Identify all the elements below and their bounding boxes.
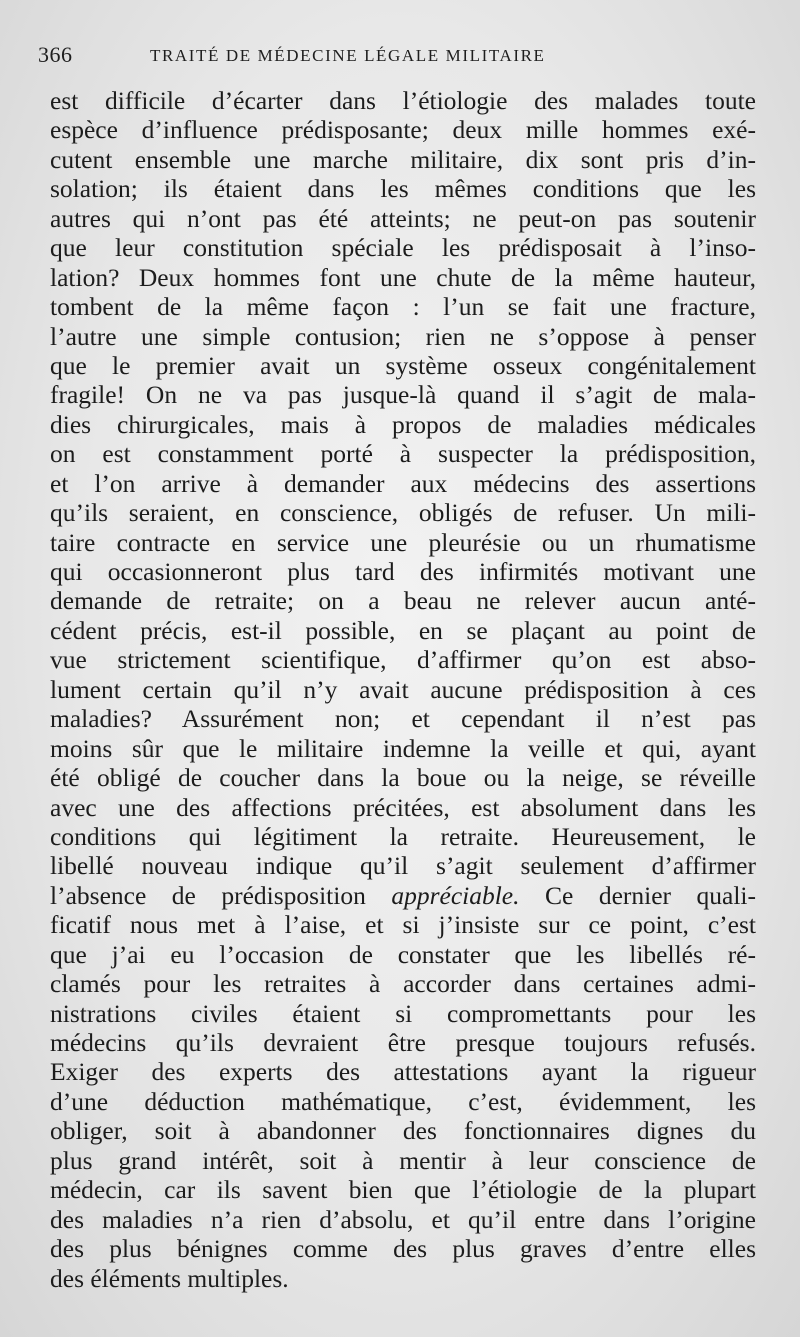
text-line: maladies? Assurément non; et cependant il n’est pas	[50, 704, 756, 734]
text-line: Exiger des experts des attestations ayant la rigueur	[50, 1057, 756, 1087]
running-title: TRAITÉ DE MÉDECINE LÉGALE MILITAIRE	[150, 46, 546, 65]
text-line: taire contracte en service une pleurésie ou un rhumatisme	[50, 527, 756, 557]
text-line: médecins qu’ils devraient être presque toujours refusés.	[50, 1028, 756, 1057]
text-line: lation? Deux hommes font une chute de la même hauteur,	[50, 262, 756, 292]
text-line: tombent de la même façon : l’un se fait une fracture,	[50, 292, 756, 322]
text-line: cédent précis, est-il possible, en se plaçant au point de	[50, 615, 756, 645]
text-line: clamés pour les retraites à accorder dans certaines admi-	[50, 969, 756, 999]
text-line: l’autre une simple contusion; rien ne s’oppose à penser	[50, 321, 756, 351]
italic-word: appréciable.	[391, 880, 520, 910]
text-line: médecin, car ils savent bien que l’étiologie de la plupart	[50, 1175, 756, 1205]
text-line-last: des éléments multiples.	[50, 1263, 289, 1293]
text-line: solation; ils étaient dans les mêmes conditions que les	[50, 174, 756, 204]
text-line: lument certain qu’il n’y avait aucune prédisposition à ces	[50, 674, 756, 704]
page-number: 366	[38, 42, 73, 67]
text-line: moins sûr que le militaire indemne la veille et qui, ayant	[50, 733, 756, 763]
text-line: ficatif nous met à l’aise, et si j’insiste sur ce point, c’est	[50, 910, 756, 940]
text-line: fragile! On ne va pas jusque-là quand il s’agit de mala-	[50, 380, 756, 410]
text-line: été obligé de coucher dans la boue ou la neige, se réveille	[50, 763, 756, 793]
text-line: que j’ai eu l’occasion de constater que les libellés ré-	[50, 939, 756, 969]
body-text	[50, 86, 756, 1293]
text-line: on est constamment porté à suspecter la prédisposition,	[50, 439, 756, 469]
text-line: qu’ils seraient, en conscience, obligés de refuser. Un mili-	[50, 498, 756, 528]
text-line: conditions qui légitiment la retraite. Heureusement, le	[50, 821, 756, 851]
text-line: cutent ensemble une marche militaire, dix sont pris d’in-	[50, 144, 756, 174]
text-segment: l’absence de prédisposition	[50, 880, 392, 910]
text-line: que leur constitution spéciale les prédisposait à l’inso-	[50, 233, 756, 263]
text-line: vue strictement scientifique, d’affirmer qu’on est abso-	[50, 645, 756, 675]
page-header	[38, 42, 758, 72]
text-line: que le premier avait un système osseux congénitalement	[50, 350, 756, 380]
text-line: libellé nouveau indique qu’il s’agit seulement d’affirmer	[50, 851, 756, 881]
text-line: nistrations civiles étaient si compromettants pour les	[50, 998, 756, 1028]
text-line-with-italic	[50, 881, 756, 910]
text-line: des maladies n’a rien d’absolu, et qu’il entre dans l’origine	[50, 1204, 756, 1234]
text-line: demande de retraite; on a beau ne relever aucun anté-	[50, 586, 756, 616]
text-line: des plus bénignes comme des plus graves d’entre elles	[50, 1234, 756, 1264]
text-line: dies chirurgicales, mais à propos de maladies médicales	[50, 409, 756, 439]
text-line: obliger, soit à abandonner des fonctionnaires dignes du	[50, 1116, 756, 1146]
text-line: autres qui n’ont pas été atteints; ne peut-on pas soutenir	[50, 203, 756, 233]
text-segment: Ce dernier quali-	[519, 880, 757, 910]
text-line: et l’on arrive à demander aux médecins des assertions	[50, 468, 756, 498]
text-line: d’une déduction mathématique, c’est, évidemment, les	[50, 1086, 756, 1116]
text-line: plus grand intérêt, soit à mentir à leur conscience de	[50, 1145, 756, 1175]
text-line: avec une des affections précitées, est absolument dans les	[50, 792, 756, 822]
text-line: qui occasionneront plus tard des infirmités motivant une	[50, 557, 756, 586]
text-line: est difficile d’écarter dans l’étiologie des malades toute	[50, 86, 756, 115]
text-line: espèce d’influence prédisposante; deux mille hommes exé-	[50, 115, 756, 145]
